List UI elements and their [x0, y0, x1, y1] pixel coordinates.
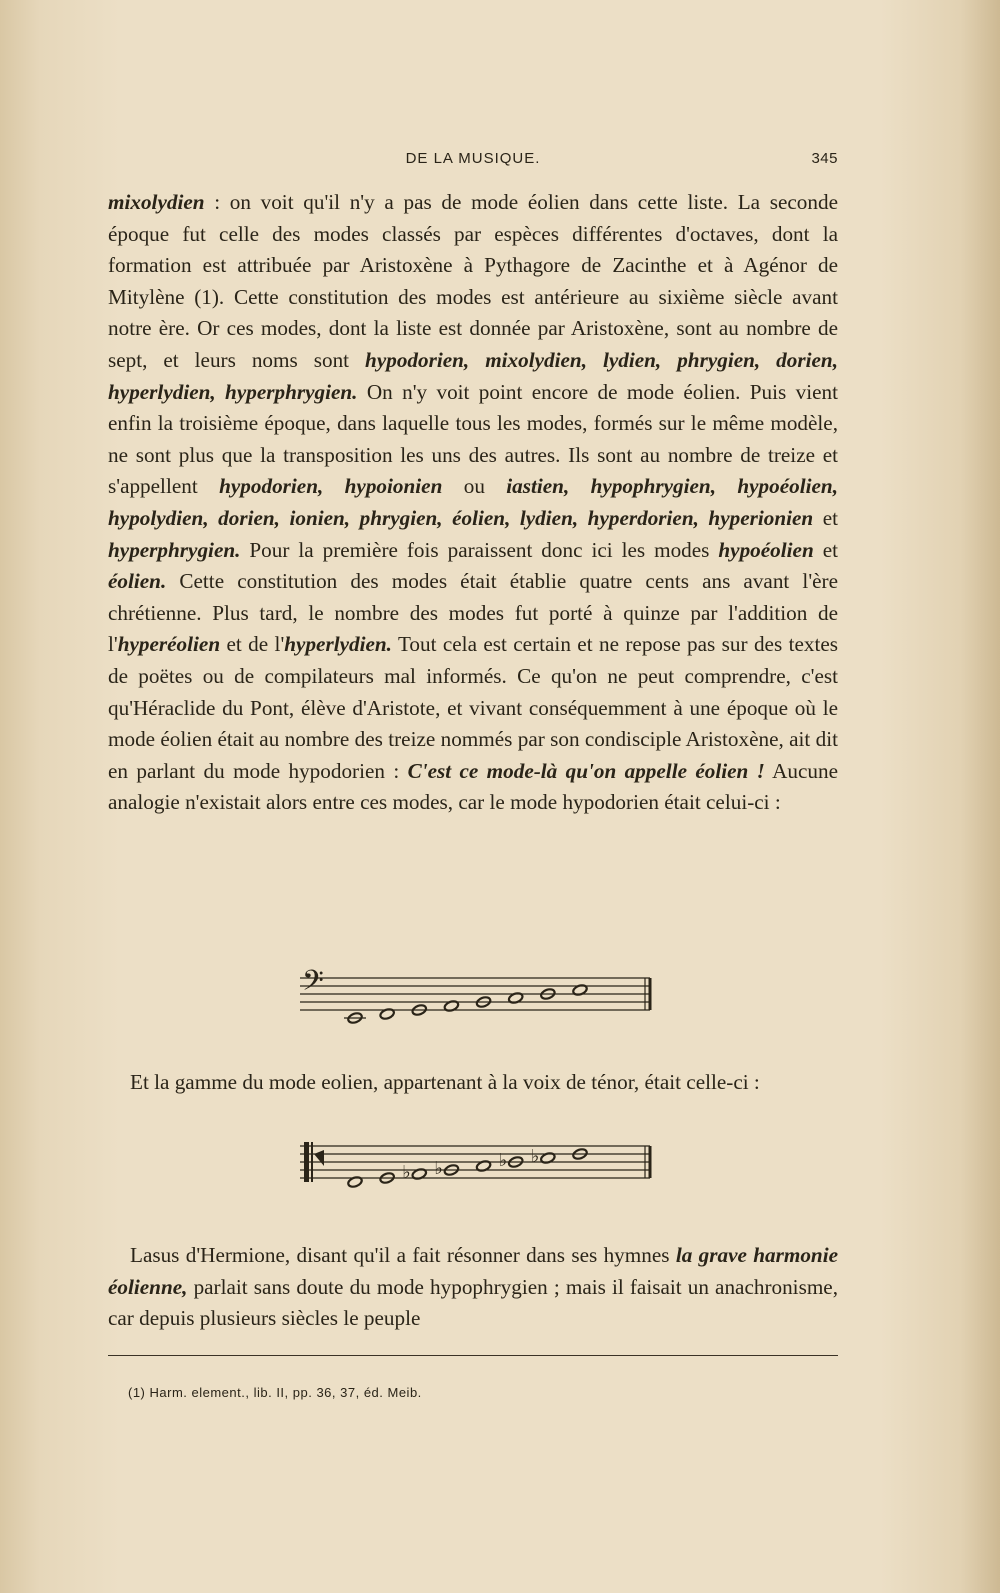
flat-icon: ♭ — [498, 1150, 508, 1171]
text-run: parlait sans doute du mode hypophrygien ; mais il faisait un anachronisme, car depuis plusieurs siècles le peuple — [108, 1274, 838, 1331]
music-example-eolien — [300, 1136, 660, 1198]
paragraph-2 — [108, 1067, 838, 1099]
text-run: Cette constitution des modes était établie quatre cents ans avant l'ère chrétienne. Plus tard, le nombre des modes fut porté à quinze par l'addition de l' — [108, 569, 838, 657]
flat-icon: ♭ — [434, 1158, 443, 1179]
italic-run: mixolydien — [108, 190, 205, 214]
italic-run: hyperlydien. — [284, 632, 392, 657]
footnote-rule — [108, 1355, 838, 1356]
text-run: On n'y voit point encore de mode éolien. Puis vient enfin la troisième époque, dans laquelle tous les modes, formés sur le même modèle, ne sont plus que la transposition les uns des autres. Ils sont au nombre de treize et s'appellent — [108, 379, 838, 499]
text-run: Tout cela est certain et ne repose pas sur des textes de poëtes ou de compilateurs mal informés. Ce qu'on ne peut comprendre, c'est qu'Héraclide du Pont, élève d'Aristote, et vivant conséquemment à une époque où le mode éolien était au nombre des treize nommés par son condisciple Aristoxène, ait dit en parlant du mode hypodorien : — [108, 632, 838, 783]
clef-wing — [314, 1150, 324, 1166]
text-run: Pour la première fois paraissent donc ici les modes — [240, 537, 719, 562]
italic-run: hypodorien, hypoionien — [219, 474, 443, 499]
clef-bar — [311, 1142, 313, 1182]
italic-run: hyperphrygien. — [108, 537, 241, 562]
flat-icon: ♭ — [530, 1146, 540, 1167]
italic-run: hypodorien, mixolydien, lydien, phrygien, dorien, hyperlydien, hyperphrygien. — [108, 347, 838, 404]
italic-run: C'est ce mode-là qu'on appelle éolien ! — [407, 758, 765, 783]
text-run: Aucune analogie n'existait alors entre ces modes, car le mode hypodorien était celui-ci : — [108, 758, 838, 815]
text-run: et de l' — [220, 632, 285, 657]
running-title: DE LA MUSIQUE. — [405, 150, 541, 167]
text-run: ou — [442, 474, 507, 499]
italic-run: la grave harmonie éolienne, — [108, 1243, 838, 1299]
running-header — [108, 150, 838, 174]
clef-bar — [304, 1142, 309, 1182]
music-example-hypodorien — [300, 968, 660, 1028]
text-run: Et la gamme du mode eolien, appartenant à la voix de ténor, était celle-ci : — [130, 1070, 760, 1094]
footnote: (1) Harm. element., lib. II, pp. 36, 37, éd. Meib. — [128, 1385, 422, 1400]
bass-clef-icon: 𝄢 — [302, 968, 324, 1005]
text-run: et — [813, 537, 838, 562]
flat-icon: ♭ — [402, 1162, 411, 1183]
italic-run: hypoéolien — [718, 537, 814, 562]
italic-run: hyperéolien — [117, 632, 221, 657]
text-run: : on voit qu'il n'y a pas de mode éolien dans cette liste. La seconde époque fut celle des modes classés par espèces différentes d'octaves, dont la formation est attribuée par Aristoxène à Pythagore de Zacinthe et à Agénor de Mitylène (1). Cette constitution des modes est antérieure au sixième siècle avant notre ère. Or ces modes, dont la liste est donnée par Aristoxène, sont au nombre de sept, et leurs noms sont — [108, 190, 838, 372]
italic-run: éolien. — [108, 569, 167, 594]
italic-run: iastien, hypophrygien, hypoéolien, hypolydien, dorien, ionien, phrygien, éolien, lydien, hyperdorien, hyperionien — [108, 474, 838, 530]
text-run: Lasus d'Hermione, disant qu'il a fait résonner dans ses hymnes — [130, 1243, 676, 1267]
page-number: 345 — [811, 150, 838, 167]
paragraph-1 — [108, 187, 838, 819]
text-run: et — [813, 505, 838, 530]
paragraph-3 — [108, 1240, 838, 1335]
